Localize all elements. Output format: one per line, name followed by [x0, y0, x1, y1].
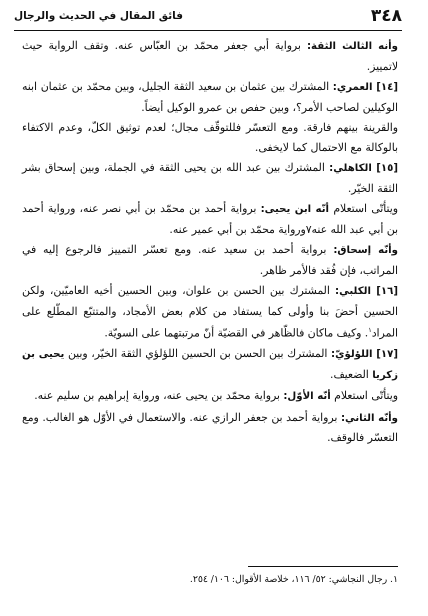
paragraph-text: والقرينة بينهم فارقة. ومع التعسّر فللتوقّف مجال؛ لعدم توثيق الكلّ، وعدم الاكتفاء بالوكالة مع الاحتمال كما لايخفى.: [22, 121, 398, 154]
paragraph-text: برواية أبي جعفر محمّد بن العبّاس عنه. وتقف الرواية حيث لاتمييز.: [22, 39, 398, 73]
paragraph-text: المشترك بين الحسن بن الحسين اللؤلؤي الثقة الخيّر، وبين: [64, 347, 332, 361]
paragraph: [22, 77, 398, 117]
paragraph-text: برواية أحمد بن سعيد عنه. ومع تعسّر التمييز فالرجوع إليه في المراتب، فإن فُقد فالأمر ظاهر.: [22, 243, 398, 277]
header-rule: [14, 30, 402, 31]
bold-term: وأنّه الثاني:: [340, 412, 398, 424]
paragraph-text: المشترك بين عثمان بن سعيد الثقة الجليل، وبين محمّد بن عثمان ابنه الوكيلين لصاحب الأمر؟، وبين حفص بن عمرو الوكيل أيضاً.: [22, 80, 398, 114]
paragraph-text: ويتأتّى استعلام: [329, 202, 398, 215]
footnote-rule: [248, 566, 398, 567]
paragraph-text: الضعيف.: [330, 368, 373, 381]
bold-term: العمري:: [332, 82, 373, 93]
page-header: [14, 4, 402, 30]
body-text: [22, 36, 398, 448]
bold-term: [١٧]: [372, 349, 398, 361]
paragraph: [22, 281, 398, 344]
paragraph-text: المشترك بين عبد الله بن يحيى الثقة في الجملة، وبين إسحاق بشر الثقة الخيّر.: [22, 161, 398, 195]
bold-term: وأنّه إسحاق:: [333, 245, 398, 256]
running-title: فائق المقال في الحديث والرجال: [14, 10, 183, 22]
bold-term: الكلبي:: [335, 286, 371, 297]
page-number: ٣٤٨: [370, 6, 402, 26]
paragraph-text: برواية أحمد بن جعفر الرازي عنه. والاستعمال في الأوّل هو الغالب. ومع التعسّر فالوقف.: [22, 410, 398, 445]
bold-term: أنّه ابن يحيى:: [260, 204, 330, 215]
paragraph-text: المشترك بين الحسن بن علوان، وبين الحسين أخيه العاميّين، ولكن الحسين أحضَ بنا وأولى كما يستفاد من كلام بعض الأمجاد، والمتتبّع المطّلع على المراد: [22, 284, 398, 340]
paragraph-text: . وكيف ماكان فالظّاهر في القضيّة أنّ مرتبتهما على السويّة.: [104, 327, 369, 340]
bold-term: وأنه الثالث الثقة:: [300, 41, 398, 52]
paragraph: [22, 158, 398, 198]
paragraph: [22, 199, 398, 239]
bold-term: [١٥]: [371, 163, 398, 174]
footnote-marker: ١: [368, 326, 372, 335]
paragraph: [22, 344, 398, 385]
bold-term: الكاهلي:: [329, 163, 372, 174]
bold-term: اللؤلؤيّ:: [331, 349, 373, 361]
bold-term: [١٤]: [372, 82, 398, 93]
bold-term: [١٦]: [370, 286, 398, 297]
paragraph-text: ويتأتّى استعلام: [330, 389, 398, 403]
paragraph: [22, 118, 398, 157]
footnote: ١. رجال النجاشي: ٥٢/ ١١٦، خلاصة الأقوال: ١٠٦/ ٢٥٤.: [189, 574, 398, 585]
paragraph: [22, 386, 398, 407]
paragraph-text: برواية أحمد بن محمّد بن أبي نصر عنه، ورواية أحمد بن أبي عبد الله عنه٧ورواية محمّد بن أبي عمير عنه.: [22, 202, 398, 236]
paragraph: [22, 408, 398, 448]
bold-term: يحيى بن زكريا: [22, 349, 398, 381]
paragraph-text: برواية محمّد بن يحيى عنه، ورواية إبراهيم بن سليم عنه.: [34, 389, 284, 403]
paragraph: [22, 36, 398, 76]
paragraph: [22, 240, 398, 280]
bold-term: أنّه الأوّل:: [283, 391, 331, 403]
